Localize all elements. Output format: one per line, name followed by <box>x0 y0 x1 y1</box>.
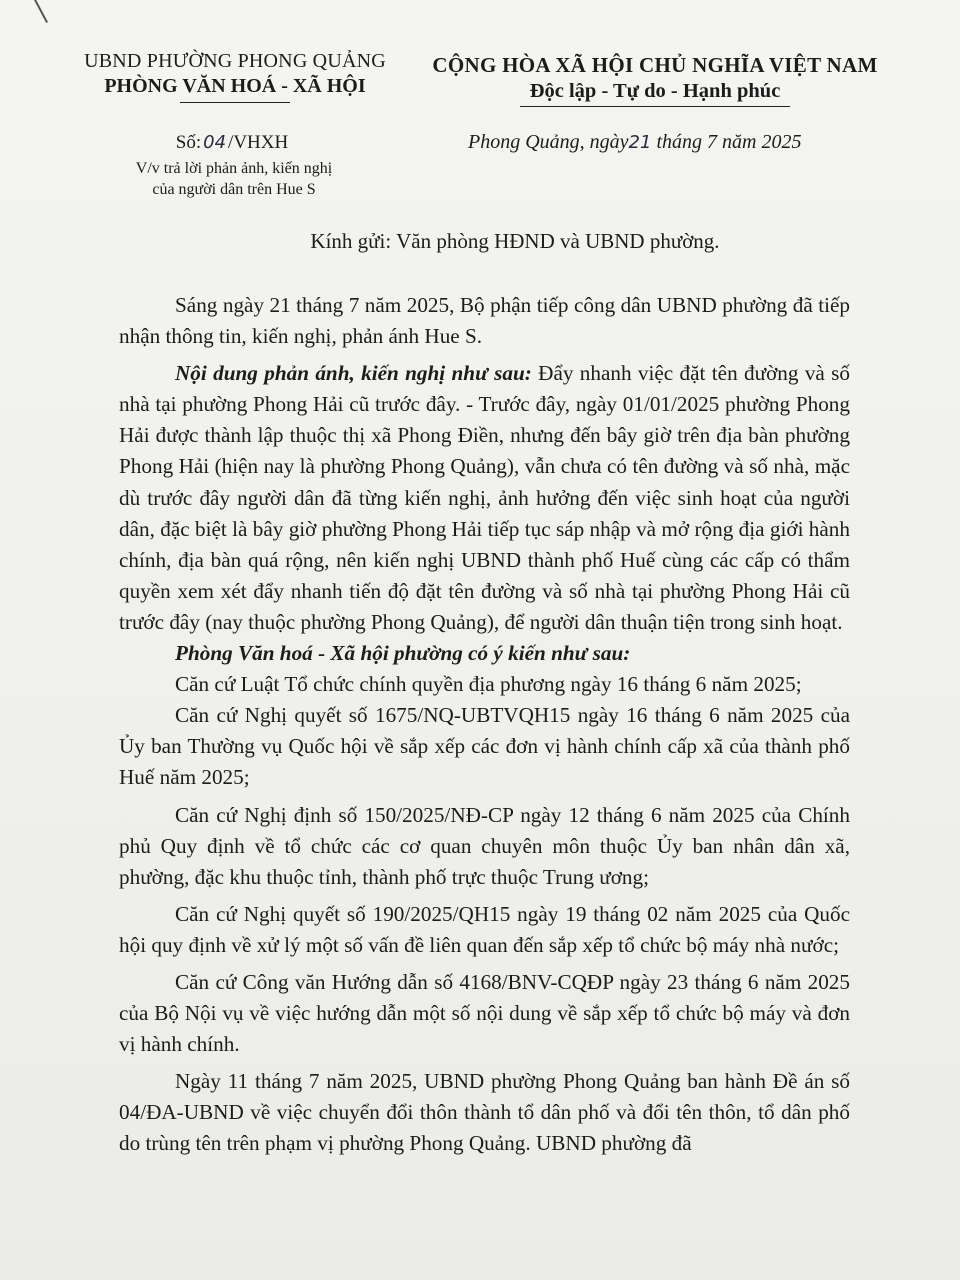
doc-number-suffix: /VHXH <box>228 132 289 153</box>
motto-underline <box>520 106 790 107</box>
legal-basis-4: Căn cứ Nghị quyết số 190/2025/QH15 ngày 19 tháng 02 năm 2025 của Quốc hội quy định về xử lý một số vấn đề liên quan đến sắp xếp tổ chức bộ máy nhà nước; <box>119 901 850 957</box>
nation-title: CỘNG HÒA XÃ HỘI CHỦ NGHĨA VIỆT NAM <box>432 53 878 77</box>
legal-basis-3: Căn cứ Nghị định số 150/2025/NĐ-CP ngày 12 tháng 6 năm 2025 của Chính phủ Quy định về tổ chức các cơ quan chuyên môn thuộc Ủy ban nhân dân xã, phường, đặc khu thuộc tỉnh, thành phố trực thuộc Trung ương; <box>119 802 850 889</box>
recipient-line: Kính gửi: Văn phòng HĐND và UBND phường. <box>310 229 720 253</box>
date-rest: tháng 7 năm 2025 <box>656 131 802 153</box>
legal-basis-1: Căn cứ Luật Tổ chức chính quyền địa phương ngày 16 tháng 6 năm 2025; <box>175 672 802 697</box>
paragraph-complaint <box>119 358 850 638</box>
issuer-org: UBND PHƯỜNG PHONG QUẢNG <box>84 50 386 72</box>
document-subject <box>74 158 394 200</box>
response-heading: Phòng Văn hoá - Xã hội phường có ý kiến như sau: <box>175 641 631 666</box>
national-motto: Độc lập - Tự do - Hạnh phúc <box>529 80 781 102</box>
national-header <box>400 53 910 107</box>
doc-number-handwritten: 04 <box>203 132 227 153</box>
complaint-heading: Nội dung phản ánh, kiến nghị như sau: <box>175 361 532 386</box>
legal-basis-2: Căn cứ Nghị quyết số 1675/NQ-UBTVQH15 ngày 16 tháng 6 năm 2025 của Ủy ban Thường vụ Quốc hội về sắp xếp các đơn vị hành chính cấp xã của thành phố Huế năm 2025; <box>119 703 850 790</box>
date-line <box>468 131 858 154</box>
date-day-handwritten: 21 <box>628 132 652 153</box>
issuer-department: PHÒNG VĂN HOÁ - XÃ HỘI <box>104 75 366 97</box>
paragraph-intake: Sáng ngày 21 tháng 7 năm 2025, Bộ phận tiếp công dân UBND phường đã tiếp nhận thông tin, kiến nghị, phản ánh Hue S. <box>119 293 850 349</box>
subject-line-1: V/v trả lời phản ảnh, kiến nghị <box>135 160 333 177</box>
issuer-block <box>70 50 400 103</box>
document-number <box>72 132 392 154</box>
subject-line-2: của người dân trên Hue S <box>152 181 316 198</box>
pen-mark <box>34 0 48 23</box>
document-body <box>119 290 850 1160</box>
paragraph-project: Ngày 11 tháng 7 năm 2025, UBND phường Phong Quảng ban hành Đề án số 04/ĐA-UBND về việc chuyển đổi thôn thành tổ dân phố và đổi tên thôn, tổ dân phố do trùng tên trên phạm vị phường Phong Quảng. UBND phường đã <box>119 1069 850 1156</box>
doc-number-prefix: Số: <box>175 132 202 153</box>
complaint-text: Đẩy nhanh việc đặt tên đường và số nhà tại phường Phong Hải cũ trước đây. - Trước đây, ngày 01/01/2025 phường Phong Hải được thành lập thuộc thị xã Phong Điền, nhưng đến bây giờ trên địa bàn phường Phong Hải (hiện nay là phường Phong Quảng), vẫn chưa có tên đường và số nhà, mặc dù trước đây người dân đã từng kiến nghị, ảnh hưởng đến việc sinh hoạt của người dân, đặc biệt là bây giờ phường Phong Hải tiếp tục sáp nhập và mở rộng địa giới hành chính, địa bàn quá rộng, nên kiến nghị UBND thành phố Huế cùng các cấp có thẩm quyền xem xét đẩy nhanh tiến độ đặt tên đường và số nhà tại phường Phong Hải cũ trước đây (nay thuộc phường Phong Quảng), để người dân thuận tiện trong sinh hoạt. <box>119 361 850 634</box>
issuer-underline <box>180 102 290 103</box>
date-place: Phong Quảng, ngày <box>468 131 629 153</box>
legal-basis-5: Căn cứ Công văn Hướng dẫn số 4168/BNV-CQĐP ngày 23 tháng 6 năm 2025 của Bộ Nội vụ về việc hướng dẫn một số nội dung về sắp xếp tổ chức bộ máy và đơn vị hành chính. <box>119 969 850 1057</box>
